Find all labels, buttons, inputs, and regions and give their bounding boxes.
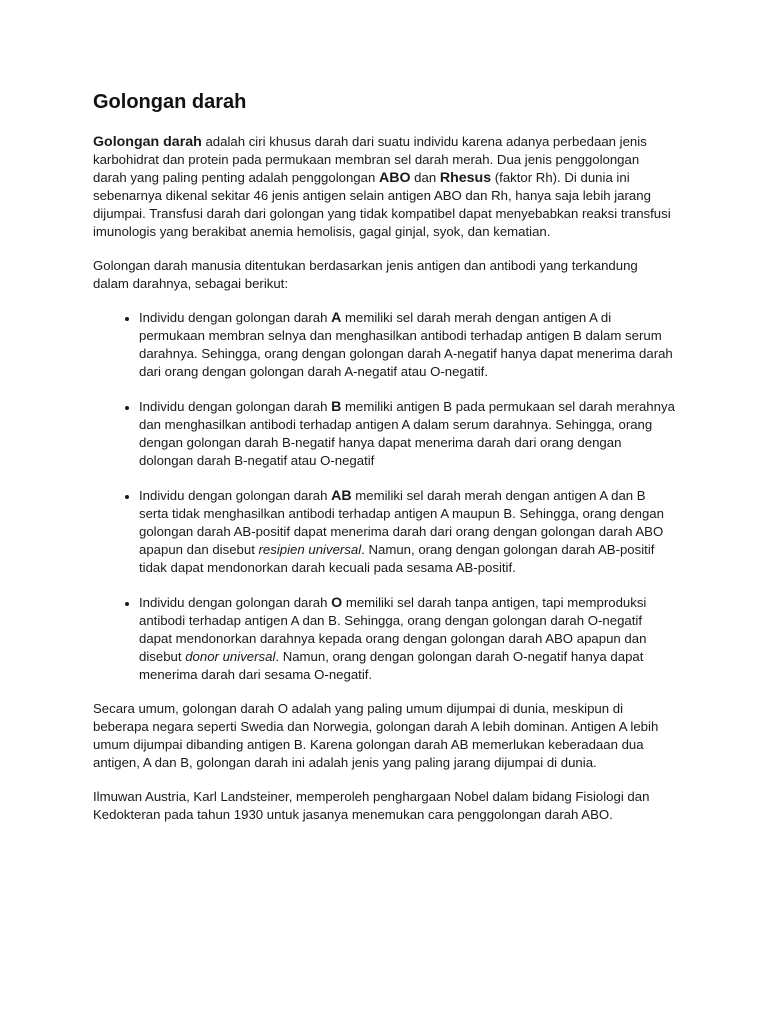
item-text: memiliki sel darah tanpa antigen, tapi memproduksi antibodi terhadap antigen A dan B. Sehingga, orang dengan golongan darah O-negatif dapat mendonorkan darahnya kepada orang dengan golongan darah ABO apapun dan disebut bbox=[139, 595, 647, 664]
list-item-ab bbox=[139, 487, 676, 577]
blood-type-label: A bbox=[331, 310, 342, 326]
item-text: Individu dengan golongan darah bbox=[139, 488, 332, 503]
paragraph-2: Golongan darah manusia ditentukan berdasarkan jenis antigen dan antibodi yang terkandung dalam darahnya, sebagai berikut: bbox=[93, 258, 638, 291]
item-text: memiliki antigen B pada permukaan sel darah merahnya dan menghasilkan antibodi terhadap antigen A dalam serum darahnya. Sehingga, orang dengan golongan darah B-negatif hanya dapat menerima darah dari orang dengan dolongan darah B-negatif atau O-negatif bbox=[139, 399, 675, 468]
intro-dan: dan bbox=[410, 170, 440, 185]
item-text: memiliki sel darah merah dengan antigen A di permukaan membran selnya dan menghasilkan antibodi terhadap antigen B dalam serum darahnya. Sehingga, orang dengan golongan darah A-negatif hanya dapat menerima darah dari orang dengan golongan darah A-negatif atau O-negatif. bbox=[139, 310, 673, 379]
item-text: Individu dengan golongan darah bbox=[139, 595, 332, 610]
item-text: . Namun, orang dengan golongan darah AB-positif tidak dapat mendonorkan darah kecuali pada sesama AB-positif. bbox=[139, 542, 655, 575]
italic-term: resipien universal bbox=[258, 542, 362, 557]
rhesus-term: Rhesus bbox=[439, 170, 492, 186]
paragraph-3: Secara umum, golongan darah O adalah yang paling umum dijumpai di dunia, meskipun di beberapa negara seperti Swedia dan Norwegia, golongan darah A lebih dominan. Antigen A lebih umum dijumpai dibanding antigen B. Karena golongan darah AB memerlukan keberadaan dua antigen, A dan B, golongan darah ini adalah jenis yang paling jarang dijumpai di dunia. bbox=[93, 701, 659, 770]
list-item-o bbox=[139, 594, 676, 684]
italic-term: donor universal bbox=[185, 649, 276, 664]
list-item-b bbox=[139, 398, 676, 470]
abo-term: ABO bbox=[378, 170, 411, 186]
item-text: memiliki sel darah merah dengan antigen A dan B serta tidak menghasilkan antibodi terhadap antigen A maupun B. Sehingga, orang dengan golongan darah AB-positif dapat menerima darah dari orang dengan golongan darah ABO apapun dan disebut bbox=[139, 488, 664, 557]
intro-term: Golongan darah bbox=[93, 134, 202, 150]
blood-type-list bbox=[93, 309, 676, 684]
item-text: . Namun, orang dengan golongan darah O-negatif hanya dapat menerima darah dari sesama O-negatif. bbox=[139, 649, 644, 682]
blood-type-label: O bbox=[331, 595, 343, 611]
intro-paragraph bbox=[93, 133, 676, 241]
item-text: Individu dengan golongan darah bbox=[139, 310, 332, 325]
blood-type-label: B bbox=[331, 399, 342, 415]
blood-type-label: AB bbox=[331, 488, 352, 504]
intro-text-1: adalah ciri khusus darah dari suatu individu karena adanya perbedaan jenis karbohidrat dan protein pada permukaan membran sel darah merah. Dua jenis penggolongan darah yang paling penting adalah penggolongan bbox=[93, 134, 647, 185]
item-text: Individu dengan golongan darah bbox=[139, 399, 332, 414]
list-item-a bbox=[139, 309, 676, 381]
paragraph-4: Ilmuwan Austria, Karl Landsteiner, memperoleh penghargaan Nobel dalam bidang Fisiologi dan Kedokteran pada tahun 1930 untuk jasanya menemukan cara penggolongan darah ABO. bbox=[93, 789, 650, 822]
intro-text-2: (faktor Rh). Di dunia ini sebenarnya dikenal sekitar 46 jenis antigen selain antigen ABO dan Rh, hanya saja lebih jarang dijumpai. Transfusi darah dari golongan yang tidak kompatibel dapat menyebabkan reaksi transfusi imunologis yang berakibat anemia hemolisis, gagal ginjal, syok, dan kematian. bbox=[93, 170, 671, 239]
page-title: Golongan darah bbox=[93, 91, 247, 113]
